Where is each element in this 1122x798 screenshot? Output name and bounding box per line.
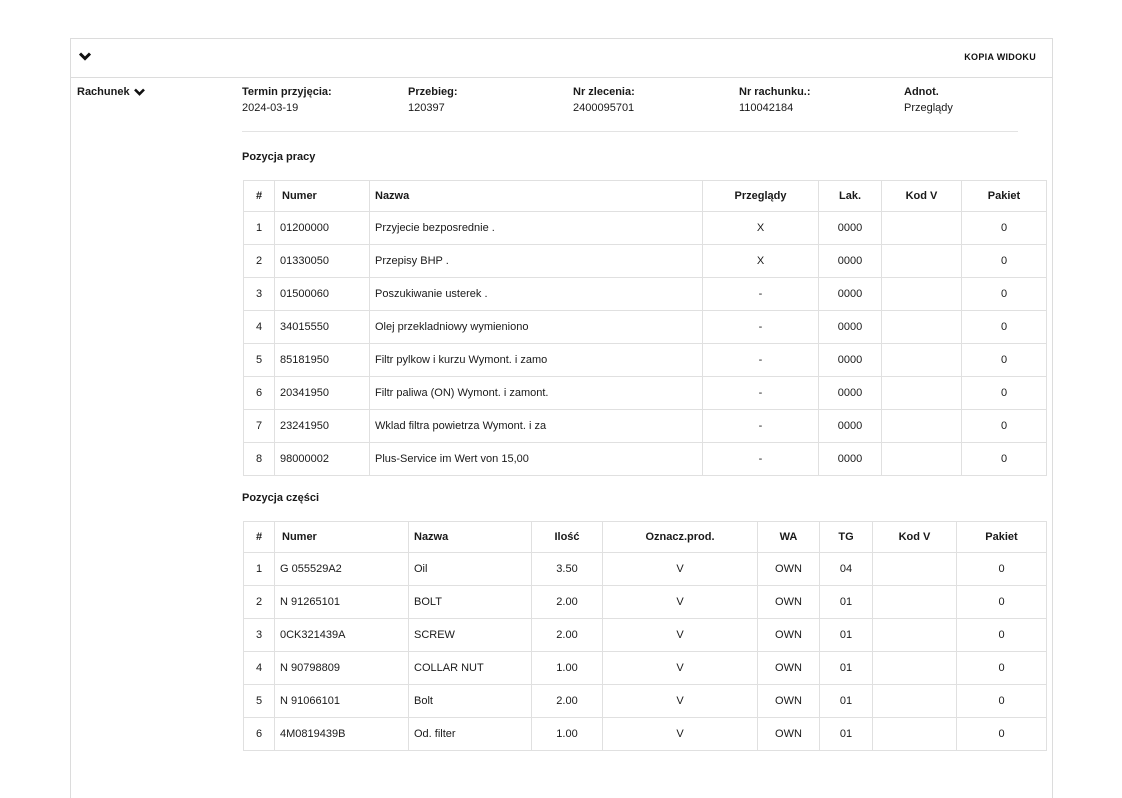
table-row — [244, 718, 1047, 751]
document-frame — [70, 38, 1053, 798]
cell-number: N 91066101 — [275, 685, 409, 718]
cell-name: Filtr pylkow i kurzu Wymont. i zamo — [370, 344, 703, 377]
info-annotation — [904, 86, 953, 114]
cell-name: BOLT — [409, 586, 532, 619]
invoice-toggle[interactable] — [77, 86, 145, 98]
cell-quantity: 3.50 — [532, 553, 603, 586]
cell-number: 0CK321439A — [275, 619, 409, 652]
cell-paint: 0000 — [819, 377, 882, 410]
column-header: # — [244, 522, 275, 553]
cell-wa: OWN — [758, 685, 820, 718]
info-label: Nr rachunku.: — [739, 86, 811, 98]
cell-inspection: - — [703, 278, 819, 311]
cell-inspection: - — [703, 410, 819, 443]
parts-table-body — [244, 553, 1047, 751]
cell-index: 3 — [244, 278, 275, 311]
info-invoice-number — [739, 86, 811, 114]
work-table-body — [244, 212, 1047, 476]
cell-paint: 0000 — [819, 311, 882, 344]
cell-package: 0 — [962, 377, 1047, 410]
cell-paint: 0000 — [819, 443, 882, 476]
table-row — [244, 212, 1047, 245]
column-header: Pakiet — [962, 181, 1047, 212]
cell-number: 34015550 — [275, 311, 370, 344]
cell-code-v — [873, 652, 957, 685]
info-value: 110042184 — [739, 102, 794, 114]
cell-code-v — [873, 685, 957, 718]
work-table — [243, 180, 1047, 476]
cell-tg: 01 — [820, 619, 873, 652]
cell-code-v — [882, 377, 962, 410]
cell-package: 0 — [962, 311, 1047, 344]
cell-paint: 0000 — [819, 344, 882, 377]
parts-table — [243, 521, 1047, 751]
cell-code-v — [873, 553, 957, 586]
cell-name: COLLAR NUT — [409, 652, 532, 685]
cell-package: 0 — [962, 278, 1047, 311]
cell-number: 4M0819439B — [275, 718, 409, 751]
cell-name: Wklad filtra powietrza Wymont. i za — [370, 410, 703, 443]
table-header-row — [244, 522, 1047, 553]
table-row — [244, 652, 1047, 685]
cell-index: 4 — [244, 311, 275, 344]
cell-index: 4 — [244, 652, 275, 685]
chevron-down-icon[interactable] — [79, 52, 91, 61]
cell-paint: 0000 — [819, 410, 882, 443]
column-header: Przeglądy — [703, 181, 819, 212]
column-header: Numer — [275, 522, 409, 553]
cell-index: 7 — [244, 410, 275, 443]
cell-index: 6 — [244, 718, 275, 751]
cell-name: Plus-Service im Wert von 15,00 — [370, 443, 703, 476]
column-header: Numer — [275, 181, 370, 212]
cell-code-v — [882, 278, 962, 311]
cell-index: 2 — [244, 586, 275, 619]
info-value: Przeglądy — [904, 102, 953, 114]
cell-tg: 04 — [820, 553, 873, 586]
cell-index: 8 — [244, 443, 275, 476]
cell-index: 1 — [244, 212, 275, 245]
cell-package: 0 — [957, 652, 1047, 685]
cell-quantity: 1.00 — [532, 718, 603, 751]
top-bar — [71, 39, 1052, 78]
cell-paint: 0000 — [819, 212, 882, 245]
column-header: Oznacz.prod. — [603, 522, 758, 553]
cell-name: Od. filter — [409, 718, 532, 751]
table-header-row — [244, 181, 1047, 212]
column-header: Kod V — [882, 181, 962, 212]
cell-number: N 90798809 — [275, 652, 409, 685]
divider — [242, 131, 1018, 132]
cell-code-v — [882, 212, 962, 245]
chevron-down-icon — [134, 88, 145, 96]
cell-name: Poszukiwanie usterek . — [370, 278, 703, 311]
cell-number: 01200000 — [275, 212, 370, 245]
cell-wa: OWN — [758, 553, 820, 586]
info-label: Termin przyjęcia: — [242, 86, 332, 98]
cell-package: 0 — [957, 553, 1047, 586]
cell-package: 0 — [962, 212, 1047, 245]
cell-number: G 055529A2 — [275, 553, 409, 586]
cell-package: 0 — [957, 586, 1047, 619]
column-header: # — [244, 181, 275, 212]
cell-name: SCREW — [409, 619, 532, 652]
info-label: Nr zlecenia: — [573, 86, 635, 98]
cell-tg: 01 — [820, 652, 873, 685]
cell-tg: 01 — [820, 586, 873, 619]
cell-number: 01330050 — [275, 245, 370, 278]
cell-code-v — [882, 443, 962, 476]
column-header: Nazwa — [409, 522, 532, 553]
cell-wa: OWN — [758, 718, 820, 751]
info-value: 2400095701 — [573, 102, 635, 114]
table-row — [244, 586, 1047, 619]
cell-name: Przyjecie bezposrednie . — [370, 212, 703, 245]
cell-inspection: - — [703, 344, 819, 377]
cell-quantity: 2.00 — [532, 586, 603, 619]
column-header: Kod V — [873, 522, 957, 553]
cell-package: 0 — [957, 685, 1047, 718]
cell-quantity: 2.00 — [532, 685, 603, 718]
cell-package: 0 — [962, 245, 1047, 278]
cell-code-v — [882, 344, 962, 377]
cell-name: Olej przekladniowy wymieniono — [370, 311, 703, 344]
cell-product-mark: V — [603, 553, 758, 586]
cell-code-v — [873, 619, 957, 652]
cell-number: N 91265101 — [275, 586, 409, 619]
copy-view-button[interactable]: KOPIA WIDOKU — [964, 52, 1036, 62]
info-label: Przebieg: — [408, 86, 458, 98]
table-row — [244, 311, 1047, 344]
cell-name: Przepisy BHP . — [370, 245, 703, 278]
cell-number: 98000002 — [275, 443, 370, 476]
cell-product-mark: V — [603, 619, 758, 652]
column-header: TG — [820, 522, 873, 553]
table-row — [244, 443, 1047, 476]
cell-wa: OWN — [758, 586, 820, 619]
cell-inspection: X — [703, 212, 819, 245]
cell-tg: 01 — [820, 685, 873, 718]
cell-package: 0 — [962, 443, 1047, 476]
cell-code-v — [882, 410, 962, 443]
table-row — [244, 245, 1047, 278]
cell-quantity: 1.00 — [532, 652, 603, 685]
cell-paint: 0000 — [819, 245, 882, 278]
cell-wa: OWN — [758, 652, 820, 685]
cell-name: Oil — [409, 553, 532, 586]
column-header: WA — [758, 522, 820, 553]
cell-inspection: - — [703, 311, 819, 344]
work-section-title: Pozycja pracy — [242, 151, 316, 163]
info-value: 2024-03-19 — [242, 102, 299, 114]
cell-index: 3 — [244, 619, 275, 652]
table-row — [244, 619, 1047, 652]
parts-section-title: Pozycja części — [242, 492, 320, 504]
column-header: Pakiet — [957, 522, 1047, 553]
cell-inspection: - — [703, 377, 819, 410]
cell-code-v — [873, 586, 957, 619]
cell-name: Filtr paliwa (ON) Wymont. i zamont. — [370, 377, 703, 410]
cell-index: 6 — [244, 377, 275, 410]
info-mileage — [408, 86, 458, 114]
info-label: Adnot. — [904, 86, 939, 98]
cell-inspection: X — [703, 245, 819, 278]
invoice-toggle-label: Rachunek — [77, 86, 130, 98]
info-order-number — [573, 86, 635, 114]
table-row — [244, 685, 1047, 718]
cell-inspection: - — [703, 443, 819, 476]
cell-quantity: 2.00 — [532, 619, 603, 652]
column-header: Ilość — [532, 522, 603, 553]
cell-tg: 01 — [820, 718, 873, 751]
info-value: 120397 — [408, 102, 445, 114]
cell-package: 0 — [957, 718, 1047, 751]
cell-number: 20341950 — [275, 377, 370, 410]
cell-code-v — [882, 245, 962, 278]
cell-number: 01500060 — [275, 278, 370, 311]
cell-product-mark: V — [603, 685, 758, 718]
cell-package: 0 — [962, 344, 1047, 377]
cell-name: Bolt — [409, 685, 532, 718]
cell-paint: 0000 — [819, 278, 882, 311]
column-header: Nazwa — [370, 181, 703, 212]
cell-index: 5 — [244, 685, 275, 718]
column-header: Lak. — [819, 181, 882, 212]
cell-number: 23241950 — [275, 410, 370, 443]
cell-product-mark: V — [603, 718, 758, 751]
cell-number: 85181950 — [275, 344, 370, 377]
table-row — [244, 410, 1047, 443]
cell-product-mark: V — [603, 652, 758, 685]
table-row — [244, 344, 1047, 377]
cell-product-mark: V — [603, 586, 758, 619]
cell-wa: OWN — [758, 619, 820, 652]
table-row — [244, 377, 1047, 410]
cell-code-v — [882, 311, 962, 344]
table-row — [244, 553, 1047, 586]
info-intake-date — [242, 86, 332, 114]
cell-package: 0 — [962, 410, 1047, 443]
cell-index: 1 — [244, 553, 275, 586]
cell-package: 0 — [957, 619, 1047, 652]
cell-code-v — [873, 718, 957, 751]
table-row — [244, 278, 1047, 311]
cell-index: 5 — [244, 344, 275, 377]
cell-index: 2 — [244, 245, 275, 278]
